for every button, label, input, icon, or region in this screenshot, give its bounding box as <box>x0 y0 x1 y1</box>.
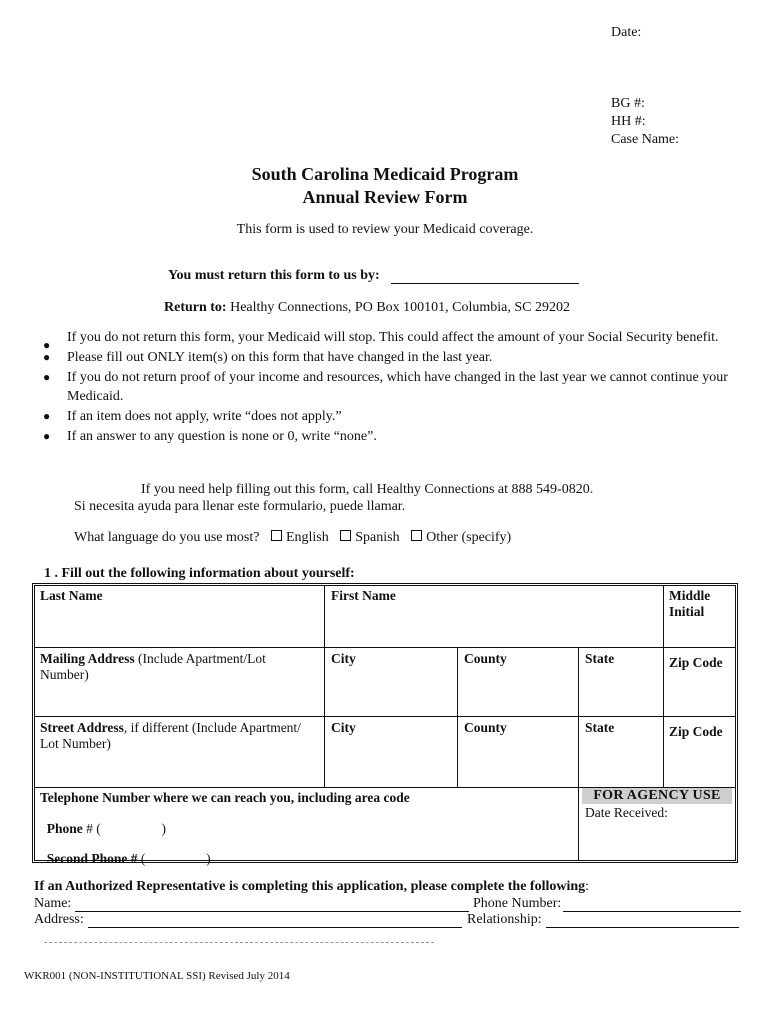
form-footer: WKR001 (NON-INSTITUTIONAL SSI) Revised July 2014 <box>24 970 290 982</box>
hh-number-label: HH #: <box>611 114 646 129</box>
auth-rep-address-field[interactable] <box>88 913 462 928</box>
list-item: ● If an answer to any question is none or 0, write “none”. <box>43 429 377 444</box>
telephone-label: Telephone Number where we can reach you, including area code <box>40 790 410 805</box>
form-intro: This form is used to review your Medicaid coverage. <box>236 222 534 237</box>
auth-rep-name-field[interactable] <box>75 897 469 912</box>
english-checkbox[interactable] <box>271 530 282 541</box>
bg-number-label: BG #: <box>611 96 645 111</box>
mailing-address-label: Mailing Address (Include Apartment/Lot <box>40 651 266 666</box>
auth-rep-name-row <box>34 896 469 912</box>
spanish-option-label: Spanish <box>355 530 400 545</box>
english-option-label: English <box>285 530 329 545</box>
case-name-label: Case Name: <box>611 132 680 147</box>
spanish-checkbox[interactable] <box>340 530 351 541</box>
bullet-icon: ● <box>43 409 51 423</box>
county-label: County <box>464 720 507 735</box>
list-item: ● If an item does not apply, write “does not apply.” <box>43 409 342 424</box>
auth-rep-phone-row <box>473 896 741 912</box>
return-by-label: You must return this form to us by: <box>168 268 380 283</box>
agency-use-banner: FOR AGENCY USE <box>582 788 732 804</box>
auth-rep-address-label: Address: <box>34 912 84 927</box>
auth-rep-phone-label: Phone Number: <box>473 896 562 911</box>
help-spanish: Si necesita ayuda para llenar este formulario, puede llamar. <box>74 499 406 514</box>
auth-rep-title: If an Authorized Representative is completing this application, please complete the following: <box>34 879 590 894</box>
city-label: City <box>331 720 356 735</box>
first-name-label: First Name <box>331 588 396 603</box>
mailing-address-note: Number) <box>40 667 89 682</box>
street-address-label: Street Address, if different (Include Apartment/ <box>40 720 301 735</box>
auth-rep-phone-field[interactable] <box>563 897 741 912</box>
street-address-note: Lot Number) <box>40 736 111 751</box>
list-item: ● If you do not return this form, your Medicaid will stop. This could affect the amount of your Social Security benefit. <box>40 328 740 347</box>
list-item: ● Please fill out ONLY item(s) on this form that have changed in the last year. <box>43 350 493 365</box>
state-label: State <box>585 720 615 735</box>
state-label: State <box>585 651 615 666</box>
middle-initial-label: Middle <box>669 588 711 603</box>
zip-code-label: Zip Code <box>669 655 723 670</box>
auth-rep-relationship-field[interactable] <box>546 913 739 928</box>
form-title: South Carolina Medicaid Program <box>251 164 519 184</box>
date-received-label: Date Received: <box>585 805 668 820</box>
other-option-label: Other (specify) <box>426 530 512 545</box>
help-english: If you need help filling out this form, call Healthy Connections at 888 549-0820. <box>141 482 594 497</box>
county-label: County <box>464 651 507 666</box>
list-item: ● If you do not return proof of your income and resources, which have changed in the last year we cannot continue your Medicaid. <box>43 370 728 404</box>
middle-initial-label-2: Initial <box>669 604 705 619</box>
city-label: City <box>331 651 356 666</box>
language-question-row <box>74 530 511 546</box>
auth-rep-relationship-row <box>467 912 739 928</box>
auth-rep-name-label: Name: <box>34 896 72 911</box>
return-to-label: Return to: <box>164 300 227 315</box>
return-by-row <box>168 268 579 284</box>
bullet-icon: ● <box>43 338 51 352</box>
row-divider <box>35 716 735 717</box>
date-field-label: Date: <box>611 25 642 40</box>
bullet-icon: ● <box>43 370 51 384</box>
last-name-label: Last Name <box>40 588 103 603</box>
bullet-icon: ● <box>43 350 51 364</box>
instructions-list <box>40 328 740 447</box>
auth-rep-address-row <box>34 912 462 928</box>
second-phone-label: Second Phone # ( ) <box>46 851 211 866</box>
return-by-date-field[interactable] <box>391 283 579 284</box>
column-divider <box>578 647 579 787</box>
phone-label: Phone # ( ) <box>46 821 167 836</box>
column-divider <box>663 586 664 647</box>
column-divider <box>663 647 664 787</box>
form-subtitle: Annual Review Form <box>302 187 468 207</box>
return-to-address: Healthy Connections, PO Box 100101, Columbia, SC 29202 <box>226 300 570 315</box>
language-question: What language do you use most? <box>74 530 260 545</box>
column-divider <box>578 787 579 860</box>
zip-code-label: Zip Code <box>669 724 723 739</box>
other-language-checkbox[interactable] <box>411 530 422 541</box>
auth-rep-relationship-label: Relationship: <box>467 912 542 927</box>
row-divider <box>35 647 735 648</box>
bullet-icon: ● <box>43 429 51 443</box>
column-divider <box>457 647 458 787</box>
signature-dashed-line <box>44 942 434 943</box>
section-1-title: 1 . Fill out the following information about yourself: <box>44 566 355 581</box>
column-divider <box>324 586 325 787</box>
return-to-row <box>164 300 570 316</box>
